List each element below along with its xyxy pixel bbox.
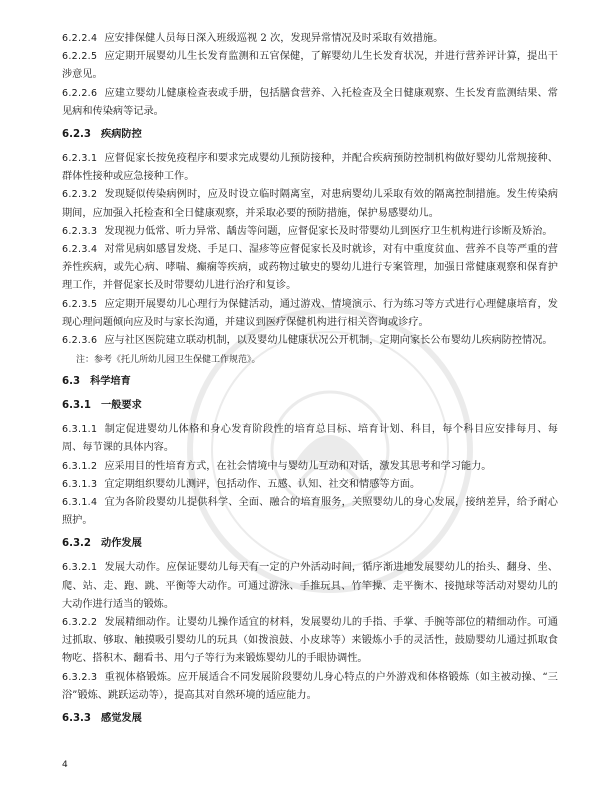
clause-6-3-1-3: 6.3.1.3 宜定期组织婴幼儿测评，包括动作、五感、认知、社交和情感等方面。 <box>62 478 421 490</box>
reference-note: 注：参考《托儿所幼儿园卫生保健工作规范》。 <box>76 355 261 366</box>
clause-6-2-2-5: 6.2.2.5 应定期开展婴幼儿生长发育监测和五官保健，了解婴幼儿生长发育状况，并进行营养评计算，提出干涉意见。 <box>62 51 558 81</box>
clause-6-3-1-1: 6.3.1.1 制定促进婴幼儿体格和身心发育阶段性的培育总目标、培育计划、科目，每个科目应安排每月、每周、每节课的具体内容。 <box>62 424 558 454</box>
clause-6-2-2-6: 6.2.2.6 应建立婴幼儿健康检查表或手册，包括膳食营养、入托检查及全日健康观察、生长发育监测结果、常见病和传染病等记录。 <box>62 87 558 117</box>
clause-6-2-3-6: 6.2.3.6 应与社区医院建立联动机制，以及婴幼儿健康状况公开机制，定期向家长公布婴幼儿疾病防控情况。 <box>62 335 553 347</box>
clause-6-3-2-2: 6.3.2.2 发展精细动作。让婴幼儿操作适宜的材料，发展婴幼儿的手指、手掌、手腕等部位的精细动作。可通过抓取、够取、触摸吸引婴幼儿的玩具（如拨浪鼓、小皮球等）来锻炼小手的灵活性，鼓励婴幼儿通过抓取食物吃、搭积木、翻看书、用勺子等行为来锻炼婴幼儿的手眼协调性。 <box>62 617 558 665</box>
clause-6-2-2-4: 6.2.2.4 应安排保健人员每日深入班级巡视 2 次，发现异常情况及时采取有效措施。 <box>62 33 444 44</box>
section-heading-6-3-2: 6.3.2 动作发展 <box>62 538 142 550</box>
clause-6-2-3-3: 6.2.3.3 发现视力低常、听力异常、龋齿等问题，应督促家长及时带婴幼儿到医疗卫生机构进行诊断及矫治。 <box>62 225 553 237</box>
page-number: 4 <box>62 760 68 770</box>
clause-6-3-1-2: 6.3.1.2 应采用目的性培育方式，在社会情境中与婴幼儿互动和对话，激发其思考和学习能力。 <box>62 460 492 472</box>
clause-6-2-3-4: 6.2.3.4 对常见病如感冒发烧、手足口、湿疹等应督促家长及时就诊，对有中重度贫血、营养不良等严重的营养性疾病，或先心病、哮喘、癫痫等疾病，或药物过敏史的婴幼儿进行专案管理，加强日常健康观察和保育护理工作，并督促家长及时带婴幼儿进行治疗和复诊。 <box>62 244 558 292</box>
clause-6-3-2-3: 6.3.2.3 重视体格锻炼。应开展适合不同发展阶段婴幼儿身心特点的户外游戏和体格锻炼（如主被动操、“三浴”锻炼、跳跃运动等），提高其对自然环境的适应能力。 <box>62 671 558 701</box>
clause-6-2-3-1: 6.2.3.1 应督促家长按免疫程序和要求完成婴幼儿预防接种，并配合疾病预防控制机构做好婴幼儿常规接种、群体性接种或应急接种工作。 <box>62 153 558 183</box>
clause-6-2-3-2: 6.2.3.2 发现疑似传染病例时，应及时设立临时隔离室，对患病婴幼儿采取有效的隔离控制措施。发生传染病期间，应加强入托检查和全日健康观察，并采取必要的预防措施，保护易感婴幼儿。 <box>62 189 558 219</box>
section-heading-6-3-3: 6.3.3 感觉发展 <box>62 713 142 725</box>
clause-6-2-3-5: 6.2.3.5 应定期开展婴幼儿心理行为保健活动，通过游戏、情境演示、行为练习等方式进行心理健康培育，发现心理问题倾向应及时与家长沟通，并建议到医疗保健机构进行相关咨询或诊疗。 <box>62 298 558 328</box>
section-heading-6-2-3: 6.2.3 疾病防控 <box>62 129 142 141</box>
clause-6-3-2-1: 6.3.2.1 发展大动作。应保证婴幼儿每天有一定的户外活动时间，循序渐进地发展婴幼儿的抬头、翻身、坐、爬、站、走、跑、跳、平衡等大动作。可通过游泳、手推玩具、竹竿操、走平衡木、接抛球等活动对婴幼儿的大动作进行适当的锻炼。 <box>62 562 558 610</box>
section-heading-6-3: 6.3 科学培育 <box>62 376 131 388</box>
clause-6-3-1-4: 6.3.1.4 宜为各阶段婴幼儿提供科学、全面、融合的培育服务，关照婴幼儿的身心发展，接纳差异，给予耐心照护。 <box>62 497 558 527</box>
section-heading-6-3-1: 6.3.1 一般要求 <box>62 400 142 412</box>
document-page <box>62 30 558 734</box>
